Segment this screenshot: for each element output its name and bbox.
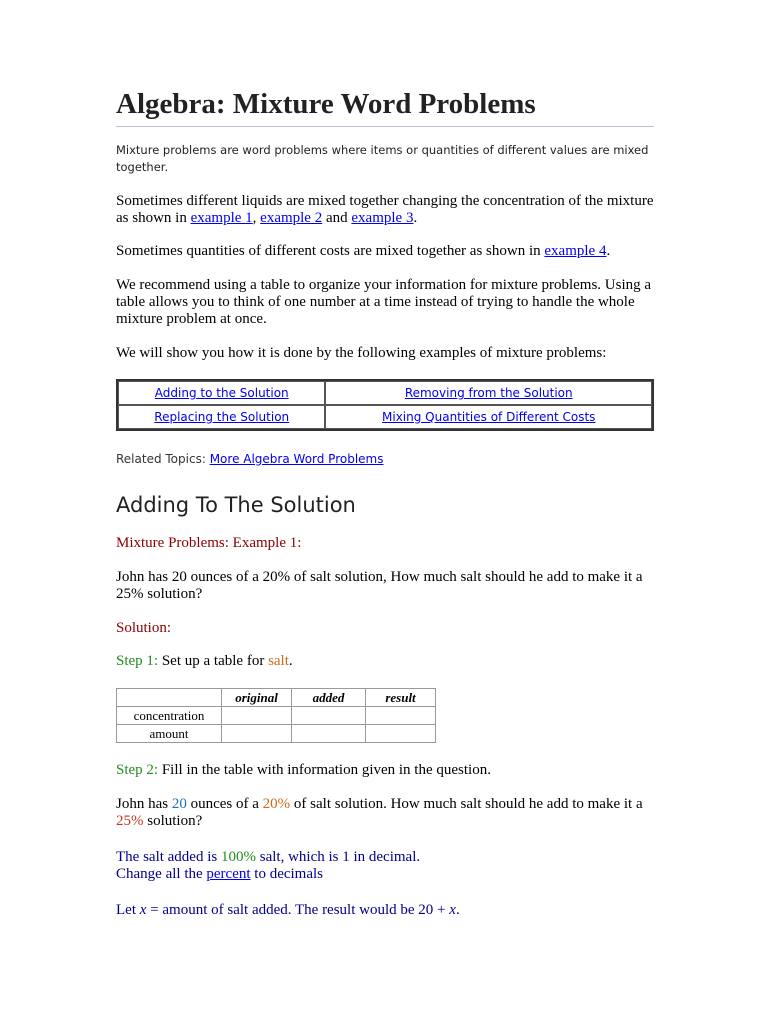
step-2: Step 2: Fill in the table with information given in the question. xyxy=(116,762,491,778)
percent-link[interactable]: percent xyxy=(206,866,251,882)
intro-paragraph: Mixture problems are word problems where items or quantities of different values are mixed together. xyxy=(116,143,649,174)
let-statement: Let x = amount of salt added. The result would be 20 + x. xyxy=(116,902,460,918)
question-restated: John has 20 ounces of a 20% of salt solution. How much salt should he add to make it a 25% solution? xyxy=(116,796,643,829)
solution-label: Solution: xyxy=(116,620,172,636)
question-text: John has 20 ounces of a 20% of salt solution, How much salt should he add to make it a 25% solution? xyxy=(116,569,643,602)
related-topics: Related Topics: More Algebra Word Problems xyxy=(116,452,384,466)
step-1: Step 1: Set up a table for salt. xyxy=(116,653,293,669)
conversion-note: The salt added is 100% salt, which is 1 in decimal. Change all the percent to decimals xyxy=(116,849,421,882)
table-row: original added result xyxy=(117,689,436,707)
paragraph-costs: Sometimes quantities of different costs are mixed together as shown in example 4. xyxy=(116,243,611,259)
salt-table xyxy=(116,688,436,743)
section-title: Adding To The Solution xyxy=(116,493,356,517)
table-row xyxy=(118,405,652,429)
mixing-costs-link[interactable]: Mixing Quantities of Different Costs xyxy=(382,410,596,424)
example-2-link[interactable]: example 2 xyxy=(260,210,323,226)
paragraph-examples-intro: We will show you how it is done by the following examples of mixture problems: xyxy=(116,345,607,361)
table-row xyxy=(118,381,652,405)
paragraph-liquids: Sometimes different liquids are mixed together changing the concentration of the mixture as shown in example 1, example 2 and example 3. xyxy=(116,193,654,226)
example-label: Mixture Problems: Example 1: xyxy=(116,535,302,551)
more-word-problems-link[interactable]: More Algebra Word Problems xyxy=(209,452,384,466)
adding-solution-link[interactable]: Adding to the Solution xyxy=(154,386,289,400)
replacing-solution-link[interactable]: Replacing the Solution xyxy=(154,410,290,424)
example-3-link[interactable]: example 3 xyxy=(351,210,414,226)
paragraph-recommend: We recommend using a table to organize your information for mixture problems. Using a table allows you to think of one number at a time instead of trying to handle the whole mixture problem at once. xyxy=(116,277,652,327)
removing-solution-link[interactable]: Removing from the Solution xyxy=(404,386,573,400)
example-1-link[interactable]: example 1 xyxy=(190,210,253,226)
examples-nav-table xyxy=(116,379,654,431)
table-row: amount xyxy=(117,725,436,743)
example-4-link[interactable]: example 4 xyxy=(544,243,607,259)
page-title: Algebra: Mixture Word Problems xyxy=(116,86,654,127)
table-row: concentration xyxy=(117,707,436,725)
